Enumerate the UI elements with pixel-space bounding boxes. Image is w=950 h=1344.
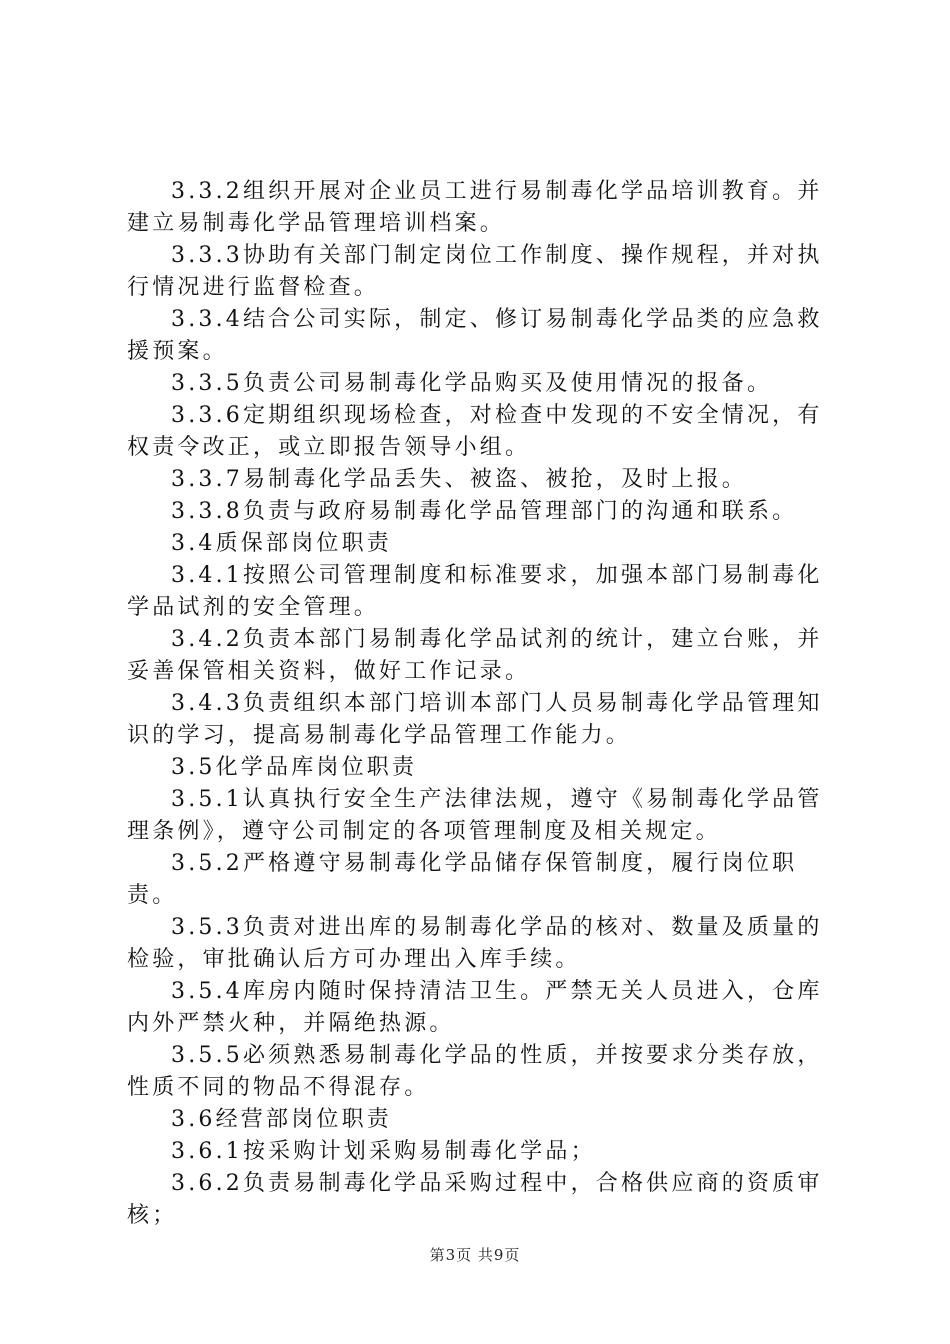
- paragraph-3-4-2: 3.4.2负责本部门易制毒化学品试剂的统计，建立台账，并妥善保管相关资料，做好工作记录。: [127, 627, 823, 684]
- paragraph-3-5-1: 3.5.1认真执行安全生产法律法规，遵守《易制毒化学品管理条例》，遵守公司制定的各项管理制度及相关规定。: [127, 787, 823, 844]
- section-heading-3-6: 3.6经营部岗位职责: [171, 1107, 392, 1132]
- paragraph-3-6-2: 3.6.2负责易制毒化学品采购过程中，合格供应商的资质审核；: [127, 1171, 823, 1228]
- document-body: [127, 176, 842, 1232]
- section-heading-3-5: 3.5化学品库岗位职责: [171, 755, 418, 780]
- paragraph-3-4-1: 3.4.1按照公司管理制度和标准要求，加强本部门易制毒化学品试剂的安全管理。: [127, 563, 823, 620]
- paragraph-3-3-4: 3.3.4结合公司实际，制定、修订易制毒化学品类的应急救援预案。: [127, 307, 823, 364]
- paragraph-3-5-5: 3.5.5必须熟悉易制毒化学品的性质，并按要求分类存放，性质不同的物品不得混存。: [127, 1043, 823, 1100]
- page-footer: [0, 1244, 950, 1265]
- paragraph-3-3-3: 3.3.3协助有关部门制定岗位工作制度、操作规程，并对执行情况进行监督检查。: [127, 243, 823, 300]
- paragraph-3-5-2: 3.5.2严格遵守易制毒化学品储存保管制度，履行岗位职责。: [127, 851, 798, 908]
- paragraph-3-3-8: 3.3.8负责与政府易制毒化学品管理部门的沟通和联系。: [171, 499, 798, 524]
- paragraph-3-3-6: 3.3.6定期组织现场检查，对检查中发现的不安全情况，有权责令改正，或立即报告领导小组。: [127, 403, 823, 460]
- page-number-label: 第3页 共9页: [429, 1246, 521, 1264]
- paragraph-3-6-1: 3.6.1按采购计划采购易制毒化学品；: [171, 1139, 596, 1164]
- paragraph-3-3-5: 3.3.5负责公司易制毒化学品购买及使用情况的报备。: [171, 371, 773, 396]
- paragraph-3-4-3: 3.4.3负责组织本部门培训本部门人员易制毒化学品管理知识的学习，提高易制毒化学品管理工作能力。: [127, 691, 823, 748]
- paragraph-3-3-7: 3.3.7易制毒化学品丢失、被盗、被抢，及时上报。: [171, 467, 747, 492]
- paragraph-3-5-4: 3.5.4库房内随时保持清洁卫生。严禁无关人员进入，仓库内外严禁火种，并隔绝热源。: [127, 979, 823, 1036]
- paragraph-3-3-2: 3.3.2组织开展对企业员工进行易制毒化学品培训教育。并建立易制毒化学品管理培训档案。: [127, 179, 823, 236]
- section-heading-3-4: 3.4质保部岗位职责: [171, 531, 392, 556]
- paragraph-3-5-3: 3.5.3负责对进出库的易制毒化学品的核对、数量及质量的检验，审批确认后方可办理出入库手续。: [127, 915, 823, 972]
